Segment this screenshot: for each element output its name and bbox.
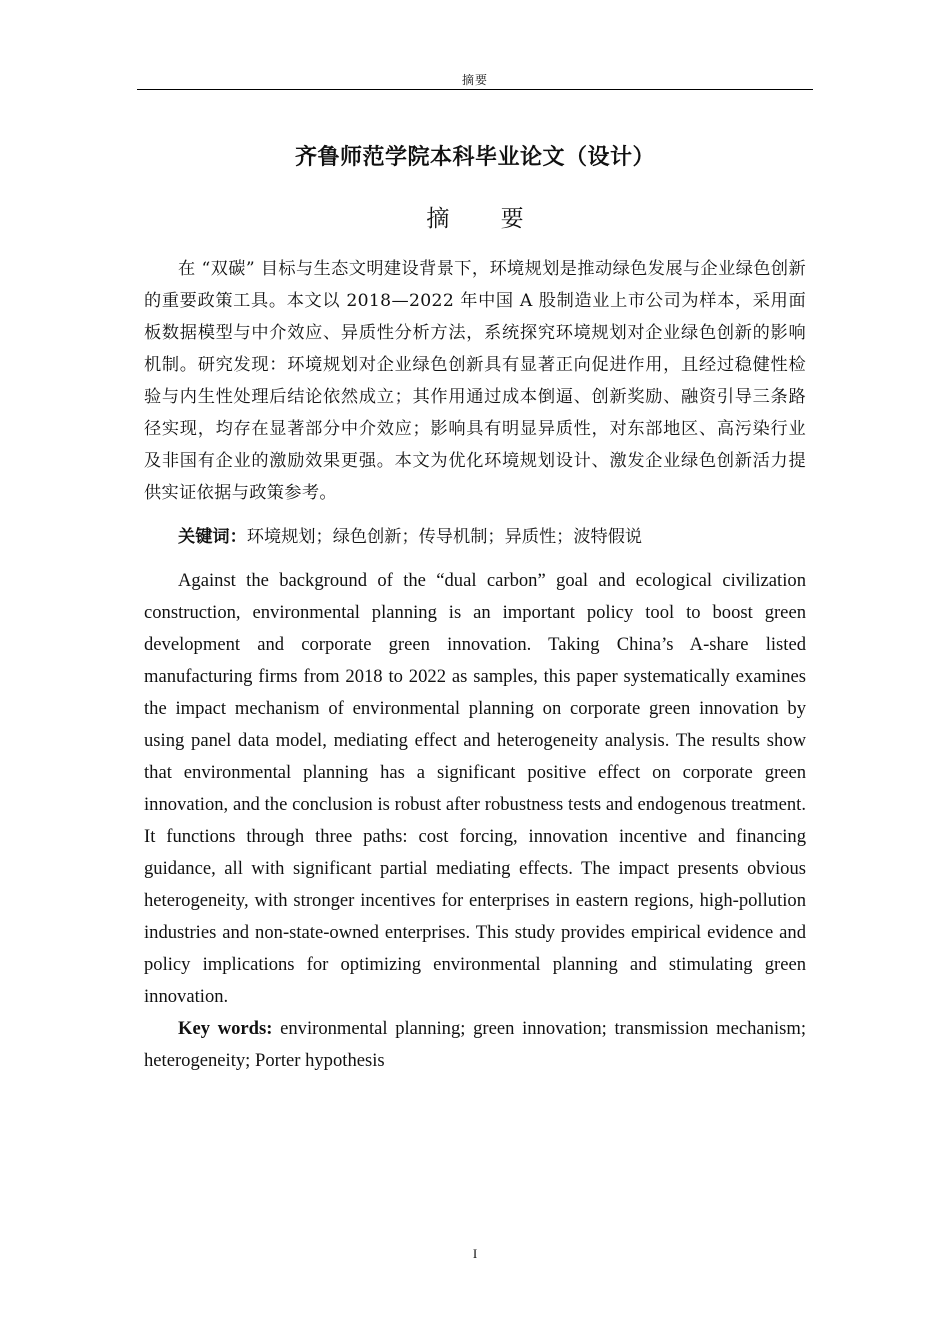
abstract-content [144, 253, 806, 1077]
thesis-title: 齐鲁师范学院本科毕业论文（设计） [294, 145, 655, 170]
chinese-keywords-label: 关键词： [178, 527, 247, 547]
running-header: 摘要 [461, 73, 488, 87]
abstract-heading: 摘 要 [426, 206, 546, 232]
english-keywords [144, 1013, 806, 1077]
chinese-abstract: 在 “双碳” 目标与生态文明建设背景下，环境规划是推动绿色发展与企业绿色创新的重要政策工具。本文以 2018—2022 年中国 A 股制造业上市公司为样本，采用面板数据模型与中介效应、异质性分析方法，系统探究环境规划对企业绿色创新的影响机制。研究发现：环境规划对企业绿色创新具有显著正向促进作用，且经过稳健性检验与内生性处理后结论依然成立；其作用通过成本倒逼、创新奖励、融资引导三条路径实现，均存在显著部分中介效应；影响具有明显异质性，对东部地区、高污染行业及非国有企业的激励效果更强。本文为优化环境规划设计、激发企业绿色创新活力提供实证依据与政策参考。 [144, 259, 806, 503]
page-number: I [472, 1246, 478, 1261]
english-keywords-label: Key words: [178, 1018, 273, 1039]
chinese-keywords-list: 环境规划；绿色创新；传导机制；异质性；波特假说 [246, 527, 643, 547]
header-rule [137, 89, 813, 90]
english-abstract: Against the background of the “dual carbon” goal and ecological civilization construction, environmental planning is an important policy tool to boost green development and corporate green innovation. Taking China’s A-share listed manufacturing firms from 2018 to 2022 as samples, this paper systematically examines the impact mechanism of environmental planning on corporate green innovation by using panel data model, mediating effect and heterogeneity analysis. The results show that environmental planning has a significant positive effect on corporate green innovation, and the conclusion is robust after robustness tests and endogenous treatment. It functions through three paths: cost forcing, innovation incentive and financing guidance, all with significant partial mediating effects. The impact presents obvious heterogeneity, with stronger incentives for enterprises in eastern regions, high-pollution industries and non-state-owned enterprises. This study provides empirical evidence and policy implications for optimizing environmental planning and stimulating green innovation. [144, 570, 806, 1007]
chinese-keywords [144, 521, 806, 553]
english-keywords-list: environmental planning; green innovation; transmission mechanism; heterogeneity; Porter hypothesis [144, 1018, 806, 1071]
